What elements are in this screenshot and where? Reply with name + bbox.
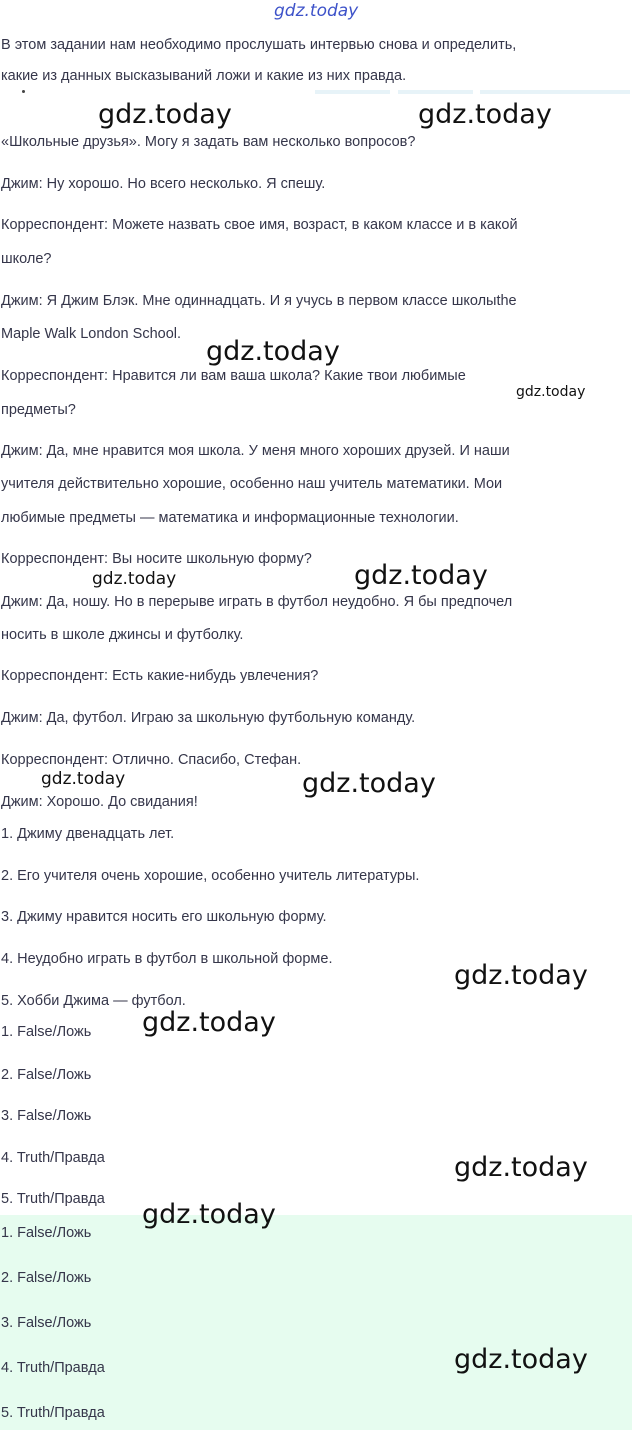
watermark: gdz.today [418, 99, 552, 130]
text-line: Корреспондент: Есть какие-нибудь увлечения? [1, 668, 319, 684]
faint-bar [480, 90, 630, 94]
answer-line: 1. False/Ложь [1, 1024, 92, 1040]
text-line: любимые предметы — математика и информационные технологии. [1, 510, 459, 526]
text-line: 4. Неудобно играть в футбол в школьной форме. [1, 951, 333, 967]
watermark: gdz.today [302, 768, 436, 799]
faint-bar [398, 90, 473, 94]
text-line: Джим: Да, ношу. Но в перерыве играть в футбол неудобно. Я бы предпочел [1, 594, 513, 610]
text-line: «Школьные друзья». Могу я задать вам несколько вопросов? [1, 134, 416, 150]
answer-line: 4. Truth/Правда [1, 1150, 105, 1166]
text-line: Джим: Да, футбол. Играю за школьную футбольную команду. [1, 710, 416, 726]
text-line: предметы? [1, 402, 76, 418]
highlighted-answer: 5. Truth/Правда [1, 1405, 105, 1421]
text-line: 2. Его учителя очень хорошие, особенно учитель литературы. [1, 868, 420, 884]
answer-line: 5. Truth/Правда [1, 1191, 105, 1207]
text-line: Корреспондент: Отлично. Спасибо, Стефан. [1, 752, 302, 768]
text-line: Джим: Ну хорошо. Но всего несколько. Я спешу. [1, 176, 326, 192]
watermark: gdz.today [98, 99, 232, 130]
text-line: учителя действительно хорошие, особенно наш учитель математики. Мои [1, 476, 503, 492]
text-line: Джим: Хорошо. До свидания! [1, 794, 198, 810]
highlighted-answer: 2. False/Ложь [1, 1270, 92, 1286]
text-line: 5. Хобби Джима — футбол. [1, 993, 186, 1009]
text-line: Джим: Я Джим Блэк. Мне одиннадцать. И я учусь в первом классе школыthe [1, 293, 517, 309]
text-line: Maple Walk London School. [1, 326, 182, 342]
watermark: gdz.today [354, 560, 488, 591]
text-line: 1. Джиму двенадцать лет. [1, 826, 175, 842]
faint-bar [315, 90, 390, 94]
watermark: gdz.today [454, 960, 588, 991]
text-line: какие из данных высказываний ложи и какие из них правда. [1, 68, 407, 84]
highlighted-answer: 3. False/Ложь [1, 1315, 92, 1331]
text-line: школе? [1, 251, 52, 267]
watermark: gdz.today [454, 1152, 588, 1183]
highlighted-answer: 1. False/Ложь [1, 1225, 92, 1241]
watermark: gdz.today [142, 1007, 276, 1038]
text-line: носить в школе джинсы и футболку. [1, 627, 244, 643]
answer-line: 2. False/Ложь [1, 1067, 92, 1083]
answer-line: 3. False/Ложь [1, 1108, 92, 1124]
watermark: gdz.today [92, 569, 177, 589]
text-line: Корреспондент: Можете назвать свое имя, возраст, в каком классе и в какой [1, 217, 518, 233]
watermark: gdz.today [206, 336, 340, 367]
text-line: 3. Джиму нравится носить его школьную форму. [1, 909, 327, 925]
watermark: gdz.today [142, 1199, 276, 1230]
answer-highlight-box [0, 1215, 632, 1430]
watermark: gdz.today [454, 1344, 588, 1375]
text-line: В этом задании нам необходимо прослушать интервью снова и определить, [1, 37, 517, 53]
text-line: Джим: Да, мне нравится моя школа. У меня много хороших друзей. И наши [1, 443, 510, 459]
watermark-top: gdz.today [274, 1, 359, 21]
dot [22, 90, 25, 93]
highlighted-answer: 4. Truth/Правда [1, 1360, 105, 1376]
text-line: Корреспондент: Вы носите школьную форму? [1, 551, 312, 567]
text-line: Корреспондент: Нравится ли вам ваша школа? Какие твои любимые [1, 368, 466, 384]
watermark: gdz.today [516, 384, 586, 400]
watermark: gdz.today [41, 769, 126, 789]
